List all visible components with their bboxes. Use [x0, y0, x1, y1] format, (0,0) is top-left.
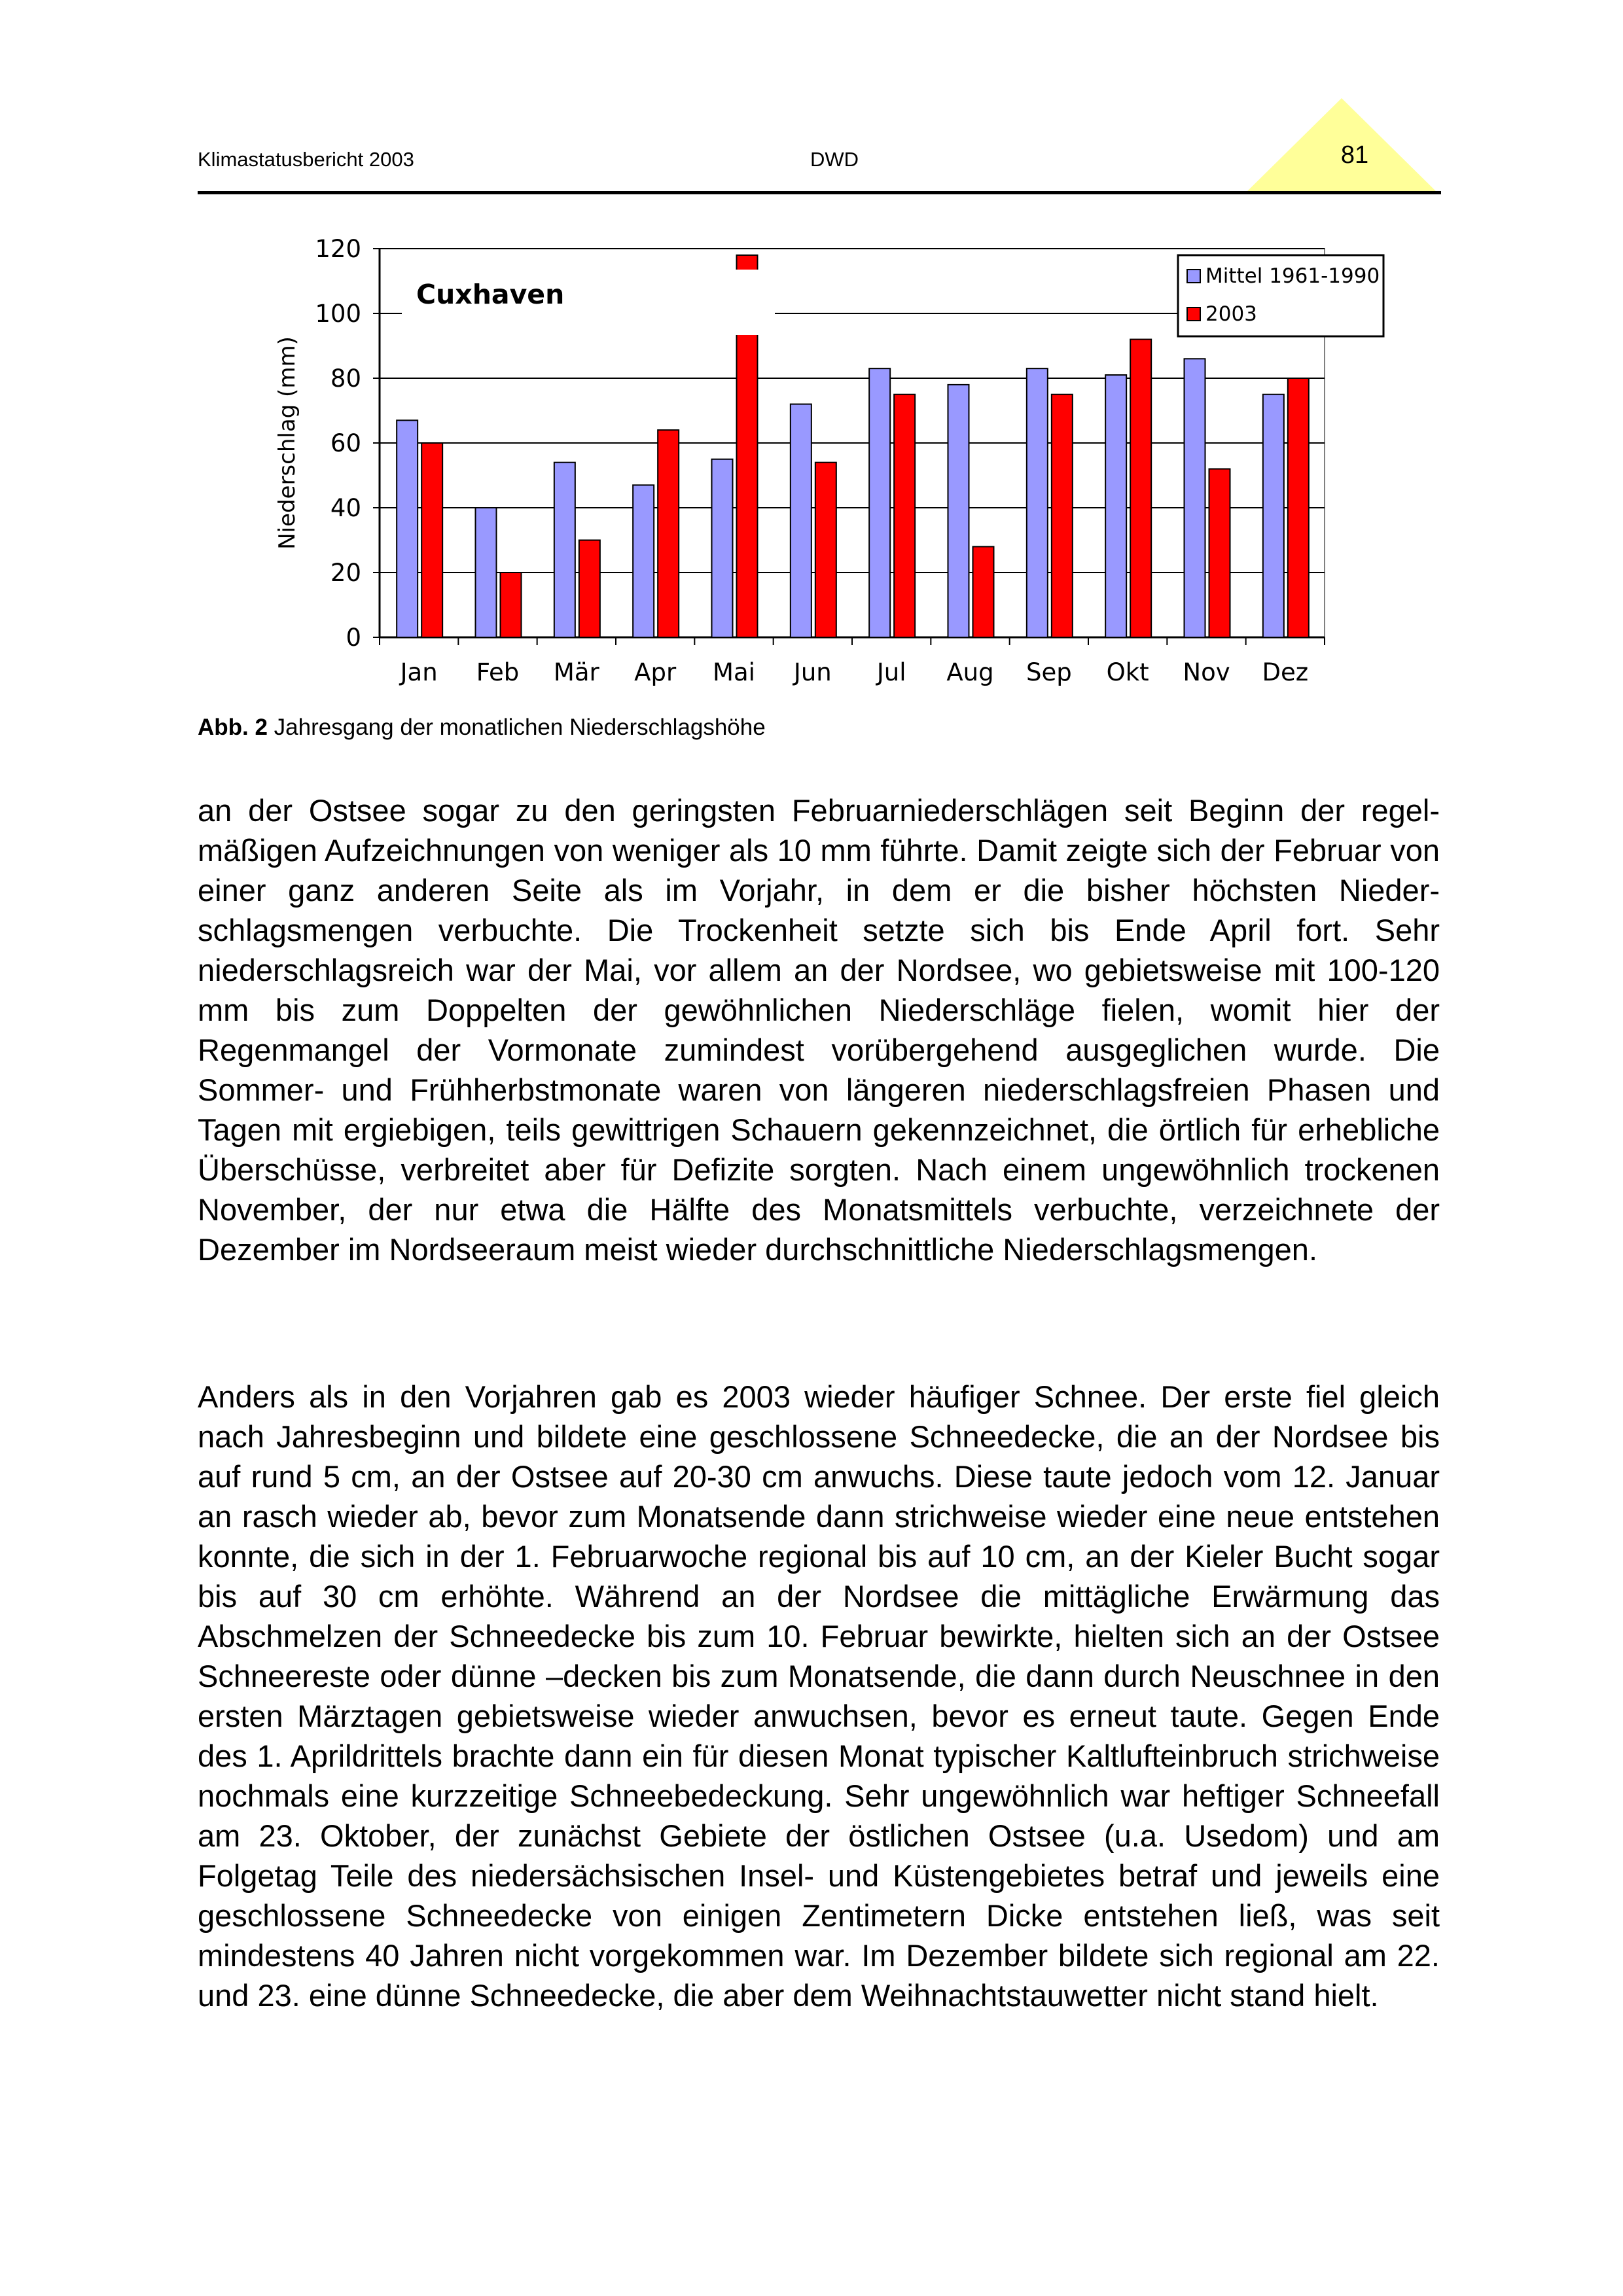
- bar-mittel: [791, 404, 812, 637]
- x-tick-label: Mär: [553, 658, 599, 686]
- bar-mittel: [1105, 375, 1126, 637]
- legend-swatch: [1187, 308, 1200, 321]
- bar-mittel: [948, 385, 969, 637]
- bar-mittel: [476, 508, 497, 637]
- legend-label: 2003: [1205, 302, 1257, 326]
- y-tick-label: 100: [315, 300, 361, 328]
- y-tick-label: 60: [330, 429, 361, 457]
- bar-mittel: [1185, 359, 1205, 637]
- x-tick-label: Sep: [1026, 658, 1072, 686]
- bar-2003: [1052, 395, 1073, 637]
- bar-2003: [579, 540, 600, 638]
- bar-2003: [973, 546, 994, 637]
- figure-caption: [198, 715, 766, 741]
- y-tick-label: 20: [330, 559, 361, 587]
- bar-2003: [1209, 469, 1230, 637]
- bar-mittel: [869, 368, 890, 637]
- figure-label: Abb. 2: [198, 715, 268, 740]
- y-tick-label: 40: [330, 494, 361, 522]
- x-tick-label: Mai: [713, 658, 755, 686]
- bar-2003: [1130, 340, 1151, 637]
- page-number: 81: [1340, 141, 1369, 169]
- x-tick-label: Jul: [876, 658, 906, 686]
- x-tick-label: Feb: [476, 658, 520, 686]
- bar-2003: [421, 443, 442, 637]
- bar-2003: [658, 430, 679, 637]
- x-tick-label: Jan: [400, 658, 438, 686]
- x-tick-label: Jun: [793, 658, 832, 686]
- legend-swatch: [1187, 270, 1200, 283]
- publisher-name: DWD: [810, 148, 859, 171]
- bar-mittel: [397, 420, 418, 637]
- bar-2003: [894, 395, 915, 637]
- bar-2003: [815, 463, 836, 637]
- x-tick-label: Dez: [1262, 658, 1309, 686]
- x-tick-label: Okt: [1106, 658, 1149, 686]
- precipitation-bar-chart: [262, 229, 1414, 700]
- x-tick-label: Aug: [946, 658, 994, 686]
- y-tick-label: 0: [346, 624, 361, 652]
- bar-mittel: [1263, 395, 1284, 637]
- x-tick-label: Nov: [1183, 658, 1230, 686]
- body-paragraph-snow: Anders als in den Vorjahren gab es 2003 wieder häufiger Schnee. Der erste fiel gleich nach Jahresbeginn und bildete eine geschlossene Schneedecke, die an der Nordsee bis auf rund 5 cm, an der Ostsee auf 20-30 cm anwuchs. Diese taute jedoch vom 12. Januar an rasch wieder ab, bevor zum Monatsende dann strichweise wieder eine neue entstehen konnte, die sich in der 1. Februarwoche regional bis auf 10 cm, an der Kieler Bucht sogar bis auf 30 cm erhöhte. Während an der Nordsee die mittägliche Erwärmung das Abschmelzen der Schneedecke bis zum 10. Februar bewirkte, hielten sich an der Ostsee Schneereste oder dünne –decken bis zum Monatsende, die dann durch Neuschnee in den ersten Märztagen gebietsweise wieder anwuchsen, bevor es erneut taute. Gegen Ende des 1. Aprildrittels brachte dann ein für diesen Monat typischer Kaltlufteinbruch strichweise nochmals eine kurzzeitige Schneebedeckung. Sehr ungewöhnlich war heftiger Schneefall am 23. Oktober, der zunächst Gebiete der östlichen Ostsee (u.a. Usedom) und am Folgetag Teile des niedersächsischen Insel- und Küstengebietes betraf und jeweils eine geschlossene Schneedecke von einigen Zentimetern Dicke entstehen ließ, was seit mindestens 40 Jahren nicht vorgekommen war. Im Dezember bildete sich regional am 22. und 23. eine dünne Schneedecke, die aber dem Weihnachtstauwetter nicht stand hielt.: [198, 1379, 1440, 2013]
- bar-mittel: [554, 463, 575, 637]
- x-tick-label: Apr: [634, 658, 677, 686]
- page-header: [198, 98, 1441, 196]
- chart-title: Cuxhaven: [416, 279, 565, 310]
- y-tick-label: 80: [330, 364, 361, 393]
- y-axis-label: Niederschlag (mm): [274, 336, 300, 550]
- body-paragraph-precipitation: an der Ostsee sogar zu den geringsten Februarniederschlägen seit Beginn der regelmäßigen Aufzeichnungen von weniger als 10 mm führte. Damit zeigte sich der Februar von einer ganz anderen Seite als im Vorjahr, in dem er die bisher höchsten Niederschlagsmengen verbuchte. Die Trockenheit setzte sich bis Ende April fort. Sehr niederschlagsreich war der Mai, vor allem an der Nordsee, wo gebietsweise mit 100-120 mm bis zum Doppelten der gewöhnlichen Niederschläge fielen, womit hier der Regenmangel der Vormonate zumindest vorübergehend ausgeglichen wurde. Die Sommer- und Frühherbstmonate waren von längeren niederschlagsfreien Phasen und Tagen mit ergiebigen, teils gewittrigen Schauern gekennzeichnet, die örtlich für erhebliche Überschüsse, verbreitet aber für Defizite sorgten. Nach einem ungewöhnlich trockenen November, der nur etwa die Hälfte des Monatsmittels verbuchte, verzeichnete der Dezember im Nordseeraum meist wieder durchschnittliche Niederschlagsmengen.: [198, 793, 1440, 1267]
- bar-mittel: [1027, 368, 1048, 637]
- report-title: Klimastatusbericht 2003: [198, 148, 414, 171]
- y-tick-label: 120: [315, 235, 361, 263]
- bar-mittel: [633, 485, 654, 637]
- bar-2003: [1288, 378, 1309, 637]
- bar-2003: [501, 573, 522, 637]
- bar-mittel: [712, 459, 733, 637]
- header-divider: [198, 191, 1441, 194]
- legend-label: Mittel 1961-1990: [1205, 264, 1380, 288]
- figure-caption-text: Jahresgang der monatlichen Niederschlagshöhe: [267, 715, 766, 740]
